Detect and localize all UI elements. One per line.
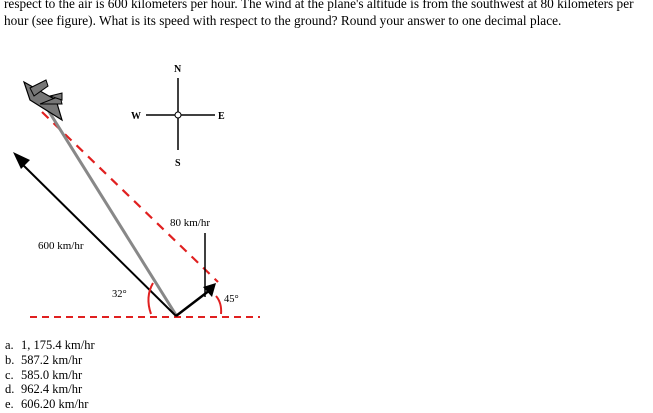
choice-text: 1, 175.4 km/hr — [21, 338, 95, 352]
angle-45-label: 45° — [224, 294, 239, 305]
angle-32-label: 32° — [112, 289, 127, 300]
choice-e[interactable] — [5, 397, 95, 412]
choice-b[interactable] — [5, 353, 95, 368]
answer-choices — [5, 338, 95, 412]
choice-text: 587.2 km/hr — [21, 352, 83, 367]
choice-text: 585.0 km/hr — [21, 367, 83, 382]
choice-letter: e. — [5, 397, 14, 412]
choice-letter: b. — [5, 352, 15, 367]
question-text: respect to the air is 600 kilometers per hour. The wind at the plane's altitude is from the southwest at 80 kilometers per hour (see figure). What is its speed with respect to the ground? Round your answer to one decimal place. — [4, 0, 634, 28]
angle-arc-32 — [148, 283, 153, 314]
compass-west: W — [131, 111, 141, 122]
compass — [131, 64, 225, 169]
choice-letter: a. — [5, 338, 14, 352]
wind-speed-label: 80 km/hr — [170, 217, 211, 229]
angle-arc-45 — [216, 296, 221, 314]
choice-c[interactable] — [5, 368, 95, 383]
heading-vector — [20, 162, 176, 316]
choice-a[interactable] — [5, 338, 95, 353]
ground-track-line — [48, 110, 176, 315]
air-speed-label: 600 km/hr — [38, 240, 84, 252]
compass-south: S — [175, 158, 181, 169]
compass-north: N — [174, 64, 182, 75]
choice-d[interactable] — [5, 382, 95, 397]
choice-letter: c. — [5, 367, 14, 382]
red-dashed-guide — [42, 112, 218, 282]
choice-text: 962.4 km/hr — [21, 382, 83, 397]
choice-text: 606.20 km/hr — [21, 397, 89, 412]
heading-arrowhead — [13, 152, 30, 169]
compass-east: E — [218, 111, 225, 122]
choice-letter: d. — [5, 382, 15, 397]
